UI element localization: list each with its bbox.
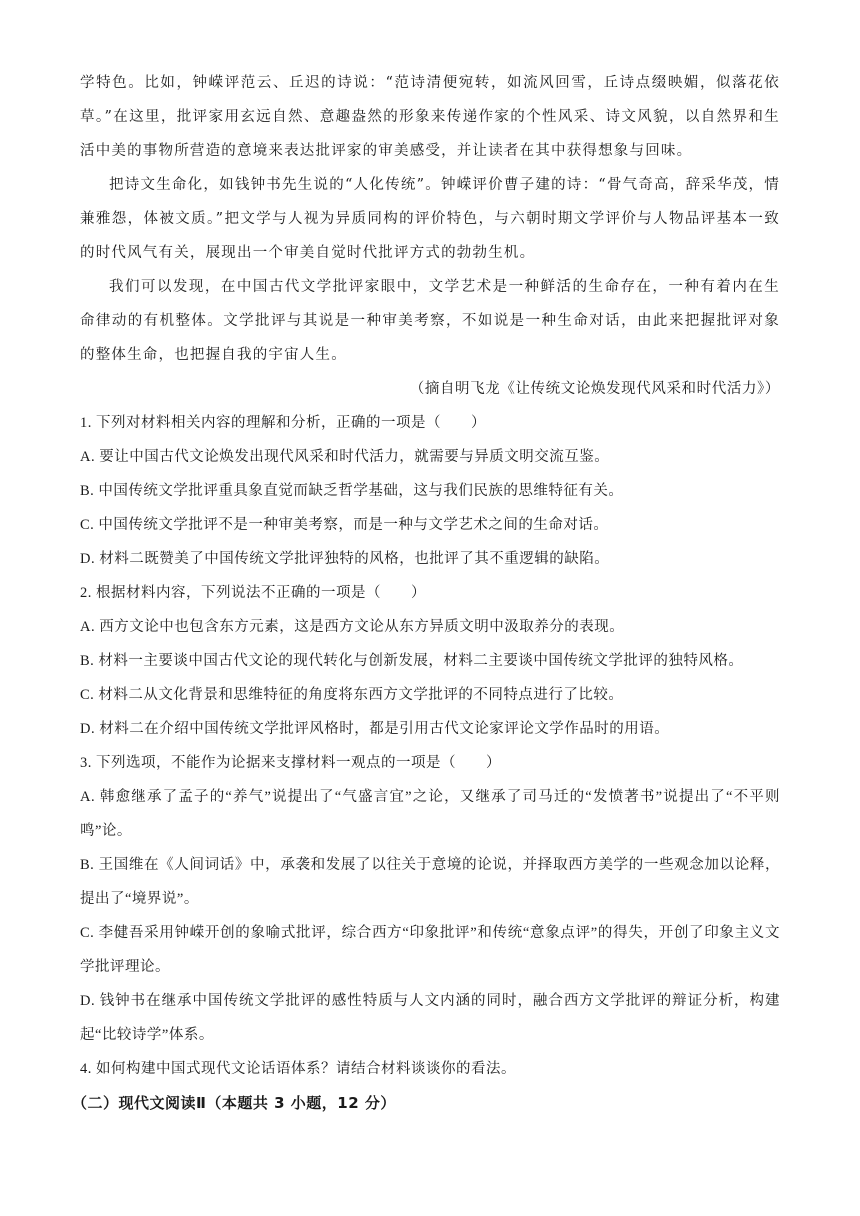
question-1-option-b: B. 中国传统文学批评重具象直觉而缺乏哲学基础，这与我们民族的思维特征有关。 bbox=[80, 483, 624, 499]
passage-paragraph-2: 把诗文生命化，如钱钟书先生说的“人化传统”。钟嵘评价曹子建的诗：“骨气奇高，辞采华茂，情兼雅怨，体被文质。”把文学与人视为异质同构的评价特色，与六朝时期文学评价与人物品评基本一致的时代风气有关，展现出一个审美自觉时代批评方式的勃勃生机。 bbox=[80, 177, 780, 261]
passage-paragraph-1: 学特色。比如，钟嵘评范云、丘迟的诗说：“范诗清便宛转，如流风回雪，丘诗点缀映媚，似落花依草。”在这里，批评家用玄远自然、意趣盎然的形象来传递作家的个性风采、诗文风貌，以自然界和生活中美的事物所营造的意境来表达批评家的审美感受，并让读者在其中获得想象与回味。 bbox=[80, 75, 780, 159]
passage-source: （摘自明飞龙《让传统文论焕发现代风采和时代活力》） bbox=[409, 381, 780, 397]
question-3-stem: 3. 下列选项，不能作为论据来支撑材料一观点的一项是（ ） bbox=[80, 755, 501, 771]
question-4-stem: 4. 如何构建中国式现代文论话语体系？请结合材料谈谈你的看法。 bbox=[80, 1061, 516, 1077]
question-2-option-d: D. 材料二在介绍中国传统文学批评风格时，都是引用古代文论家评论文学作品时的用语。 bbox=[80, 721, 670, 737]
question-1-option-a: A. 要让中国古代文论焕发出现代风采和时代活力，就需要与异质文明交流互鉴。 bbox=[80, 449, 610, 465]
question-2-option-a: A. 西方文论中也包含东方元素，这是西方文论从东方异质文明中汲取养分的表现。 bbox=[80, 619, 625, 635]
question-3-option-d: D. 钱钟书在继承中国传统文学批评的感性特质与人文内涵的同时，融合西方文学批评的辩证分析，构建起“比较诗学”体系。 bbox=[80, 993, 780, 1043]
question-2-option-c: C. 材料二从文化背景和思维特征的角度将东西方文学批评的不同特点进行了比较。 bbox=[80, 687, 624, 703]
question-1-stem: 1. 下列对材料相关内容的理解和分析，正确的一项是（ ） bbox=[80, 415, 486, 431]
question-2-option-b: B. 材料一主要谈中国古代文论的现代转化与创新发展，材料二主要谈中国传统文学批评的独特风格。 bbox=[80, 653, 744, 669]
question-3-option-a: A. 韩愈继承了孟子的“养气”说提出了“气盛言宜”之论，又继承了司马迁的“发愤著书”说提出了“不平则鸣”论。 bbox=[80, 789, 780, 839]
document-page bbox=[72, 66, 780, 1120]
question-1-option-d: D. 材料二既赞美了中国传统文学批评独特的风格，也批评了其不重逻辑的缺陷。 bbox=[80, 551, 610, 567]
passage-paragraph-3: 我们可以发现，在中国古代文学批评家眼中，文学艺术是一种鲜活的生命存在，一种有着内在生命律动的有机整体。文学批评与其说是一种审美考察，不如说是一种生命对话，由此来把握批评对象的整体生命，也把握自我的宇宙人生。 bbox=[80, 279, 780, 363]
section-heading: （二）现代文阅读Ⅱ（本题共 3 小题，12 分） bbox=[72, 1094, 396, 1112]
question-1-option-c: C. 中国传统文学批评不是一种审美考察，而是一种与文学艺术之间的生命对话。 bbox=[80, 517, 609, 533]
question-2-stem: 2. 根据材料内容，下列说法不正确的一项是（ ） bbox=[80, 585, 426, 601]
question-3-option-b: B. 王国维在《人间词话》中，承袭和发展了以往关于意境的论说，并择取西方美学的一些观念加以论释，提出了“境界说”。 bbox=[80, 857, 780, 907]
question-3-option-c: C. 李健吾采用钟嵘开创的象喻式批评，综合西方“印象批评”和传统“意象点评”的得失，开创了印象主义文学批评理论。 bbox=[80, 925, 780, 975]
